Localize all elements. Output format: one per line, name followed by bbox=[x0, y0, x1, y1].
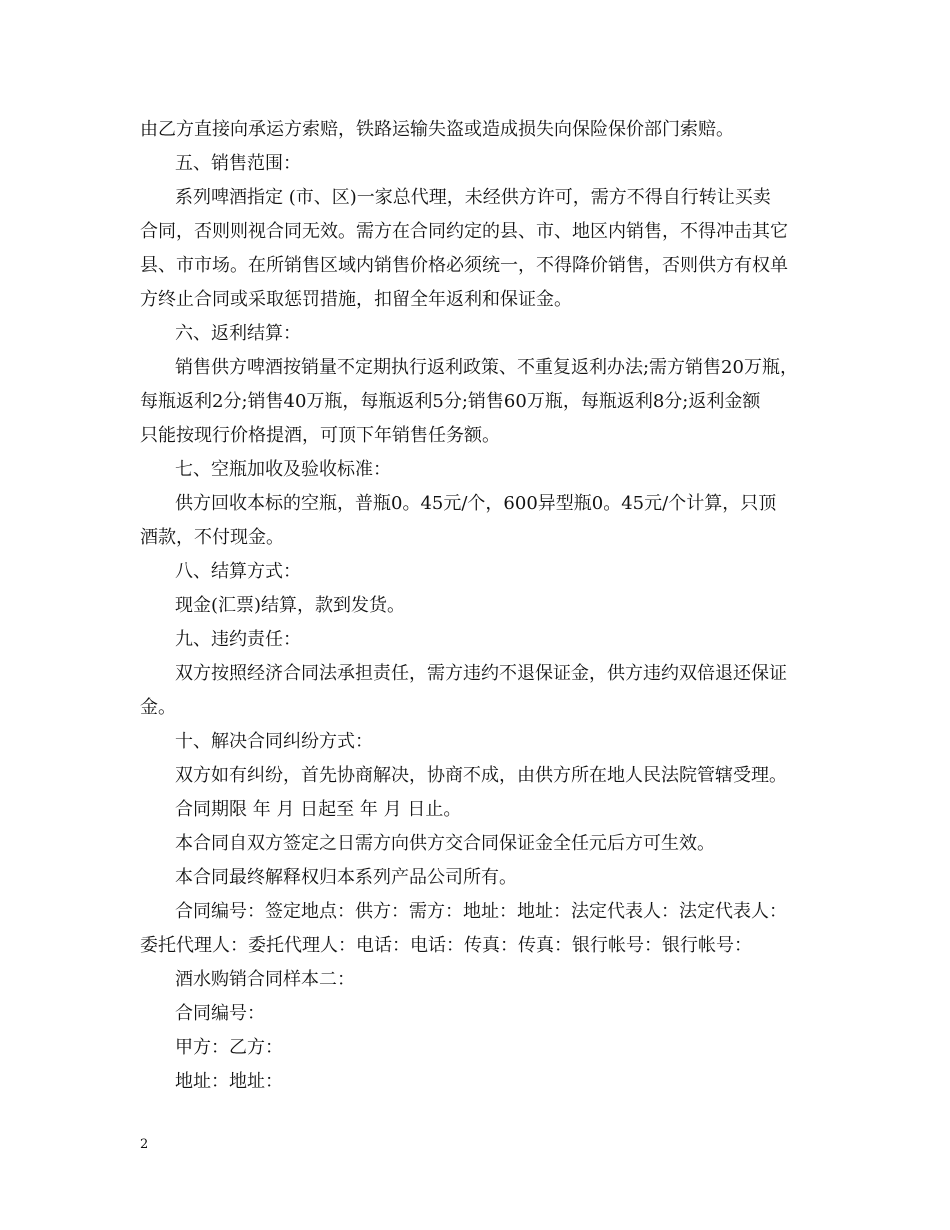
body-text-line: 地址：地址： bbox=[175, 1071, 283, 1092]
body-text-line: 委托代理人：委托代理人：电话：电话：传真：传真：银行帐号：银行帐号： bbox=[140, 935, 752, 956]
body-text-line: 供方回收本标的空瓶，普瓶0。45元/个，600异型瓶0。45元/个计算，只顶 bbox=[175, 493, 777, 514]
body-text-line: 双方按照经济合同法承担责任，需方违约不退保证金，供方违约双倍退还保证 bbox=[175, 663, 787, 684]
body-text-line: 销售供方啤酒按销量不定期执行返利政策、不重复返利办法;需方销售20万瓶， bbox=[175, 357, 798, 378]
body-text-line: 系列啤酒指定 (市、区)一家总代理，未经供方许可，需方不得自行转让买卖 bbox=[175, 187, 771, 208]
body-text-line: 甲方：乙方： bbox=[175, 1037, 283, 1058]
body-text-line: 本合同自双方签定之日需方向供方交合同保证金全任元后方可生效。 bbox=[175, 833, 715, 854]
section-heading-empty-bottles: 七、空瓶加收及验收标准： bbox=[175, 459, 391, 480]
body-text-line: 只能按现行价格提酒，可顶下年销售任务额。 bbox=[140, 425, 500, 446]
body-text-line: 合同，否则则视合同无效。需方在合同约定的县、市、地区内销售，不得冲击其它 bbox=[140, 221, 788, 242]
body-text-line: 方终止合同或采取惩罚措施，扣留全年返利和保证金。 bbox=[140, 289, 572, 310]
page-number: 2 bbox=[140, 1137, 149, 1152]
body-text-line: 合同编号： bbox=[175, 1003, 265, 1024]
section-heading-rebate: 六、返利结算： bbox=[175, 323, 301, 344]
body-text-line: 双方如有纠纷，首先协商解决，协商不成，由供方所在地人民法院管辖受理。 bbox=[175, 765, 787, 786]
body-text-line: 由乙方直接向承运方索赔，铁路运输失盗或造成损失向保险保价部门索赔。 bbox=[140, 119, 734, 140]
body-text-line: 每瓶返利2分;销售40万瓶，每瓶返利5分;销售60万瓶，每瓶返利8分;返利金额 bbox=[140, 391, 761, 412]
section-heading-disputes: 十、解决合同纠纷方式： bbox=[175, 731, 373, 752]
body-text-line: 合同编号：签定地点：供方：需方：地址：地址：法定代表人：法定代表人： bbox=[175, 901, 787, 922]
section-heading-settlement: 八、结算方式： bbox=[175, 561, 301, 582]
body-text-line: 县、市市场。在所销售区域内销售价格必须统一，不得降价销售，否则供方有权单 bbox=[140, 255, 788, 276]
body-text-line: 现金(汇票)结算，款到发货。 bbox=[175, 595, 406, 616]
body-text-line: 酒款，不付现金。 bbox=[140, 527, 284, 548]
body-text-line: 合同期限 年 月 日起至 年 月 日止。 bbox=[175, 799, 462, 820]
body-text-line: 本合同最终解释权归本系列产品公司所有。 bbox=[175, 867, 517, 888]
section-heading-liability: 九、违约责任： bbox=[175, 629, 301, 650]
section-heading-sales-scope: 五、销售范围： bbox=[175, 153, 301, 174]
sample-two-heading: 酒水购销合同样本二： bbox=[175, 969, 355, 990]
body-text-line: 金。 bbox=[140, 697, 176, 718]
